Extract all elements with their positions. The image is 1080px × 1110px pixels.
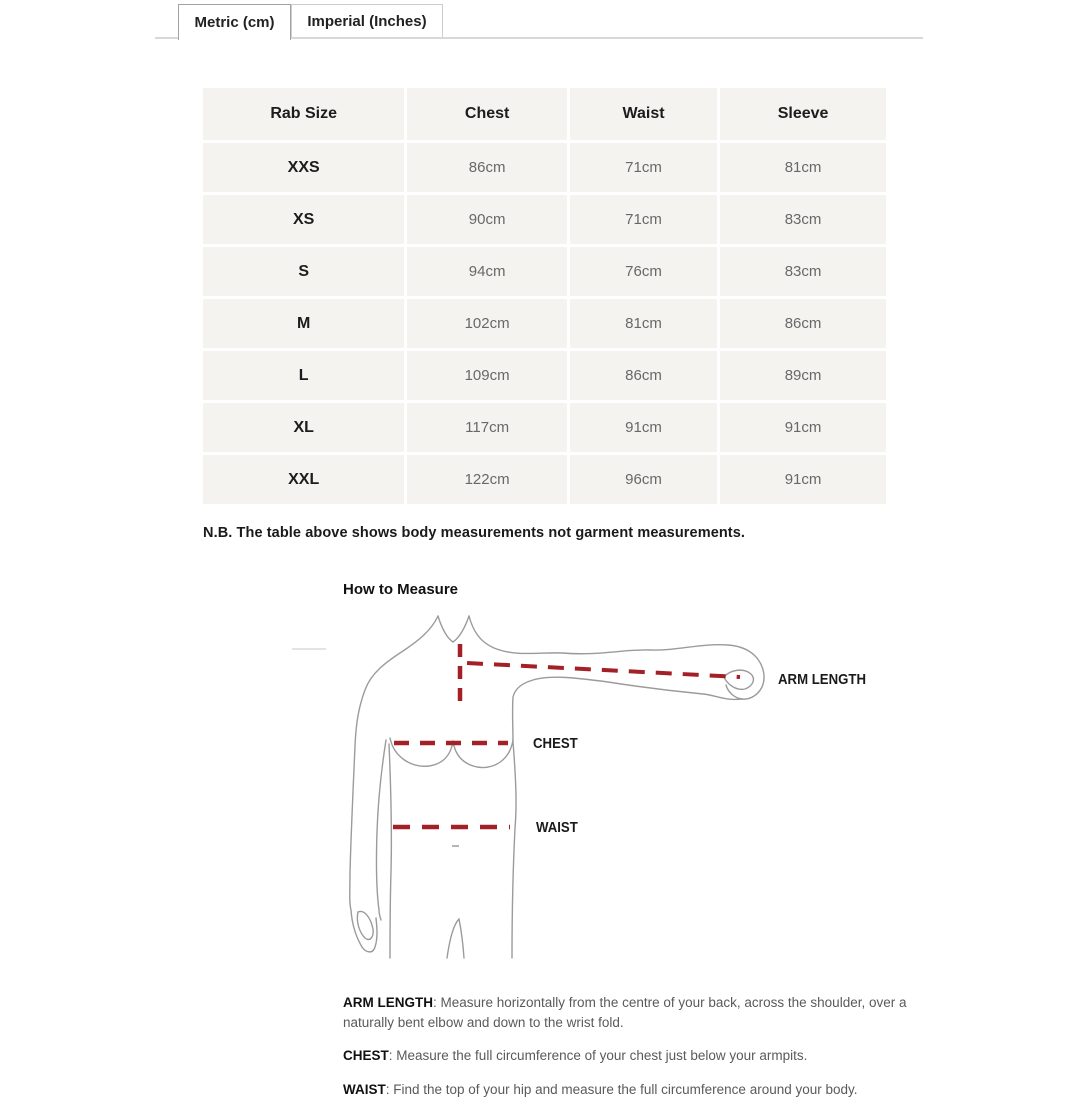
arm-length-desc: : Measure horizontally from the centre of your back, across the shoulder, over a naturally bent elbow and down to the wrist fold. [343,994,907,1030]
waist-term: WAIST [343,1081,386,1097]
cell-chest: 94cm [406,246,569,298]
tab-imperial-label: Imperial (Inches) [307,12,427,30]
tab-metric[interactable] [178,4,291,40]
chest-term: CHEST [343,1048,389,1063]
size-table [203,88,886,504]
col-header-size: Rab Size [203,88,406,142]
cell-chest: 102cm [406,298,569,350]
cell-size: XS [203,194,406,246]
chest-definition [343,1046,908,1066]
cell-sleeve: 91cm [719,454,886,505]
how-to-measure-title: How to Measure [343,581,459,598]
table-row [203,402,886,454]
cell-sleeve: 86cm [719,298,886,350]
cell-waist: 96cm [568,454,718,505]
cell-chest: 109cm [406,350,569,402]
cell-waist: 81cm [568,298,718,350]
cell-size: M [203,298,406,350]
body-measurements-note: N.B. The table above shows body measurements not garment measurements. [203,525,746,541]
table-row [203,246,886,298]
cell-size: XL [203,402,406,454]
arm-length-measure-line [467,663,740,677]
col-header-chest: Chest [406,88,569,142]
waist-label: WAIST [536,819,578,836]
cell-waist: 86cm [568,350,718,402]
col-header-waist: Waist [568,88,718,142]
chest-desc: : Measure the full circumference of your chest just below your armpits. [388,1048,808,1063]
table-row [203,454,886,505]
cell-sleeve: 83cm [719,246,886,298]
measurement-definitions [343,979,908,1110]
table-row [203,298,886,350]
tab-imperial[interactable] [291,4,443,37]
cell-sleeve: 89cm [719,350,886,402]
cell-size: L [203,350,406,402]
cell-chest: 86cm [406,142,569,194]
chest-label: CHEST [533,735,578,752]
cell-size: S [203,246,406,298]
waist-definition [343,1080,908,1100]
cell-size: XXL [203,454,406,505]
cell-size: XXS [203,142,406,194]
arm-length-label: ARM LENGTH [778,671,866,688]
cell-chest: 117cm [406,402,569,454]
tab-metric-label: Metric (cm) [194,14,275,31]
size-table-header-row [203,88,886,142]
cell-sleeve: 91cm [719,402,886,454]
cell-waist: 71cm [568,194,718,246]
cell-chest: 122cm [406,454,569,505]
cell-chest: 90cm [406,194,569,246]
arm-length-definition [343,993,908,1033]
cell-sleeve: 81cm [719,142,886,194]
cell-waist: 71cm [568,142,718,194]
table-row [203,350,886,402]
col-header-sleeve: Sleeve [719,88,886,142]
arm-length-term: ARM LENGTH [343,994,433,1010]
table-row [203,194,886,246]
cell-sleeve: 83cm [719,194,886,246]
cell-waist: 91cm [568,402,718,454]
table-row [203,142,886,194]
measurement-diagram [290,598,902,980]
tab-divider-line [155,37,178,39]
cell-waist: 76cm [568,246,718,298]
waist-desc: : Find the top of your hip and measure the full circumference around your body. [385,1081,858,1097]
tab-divider-line [291,37,923,39]
